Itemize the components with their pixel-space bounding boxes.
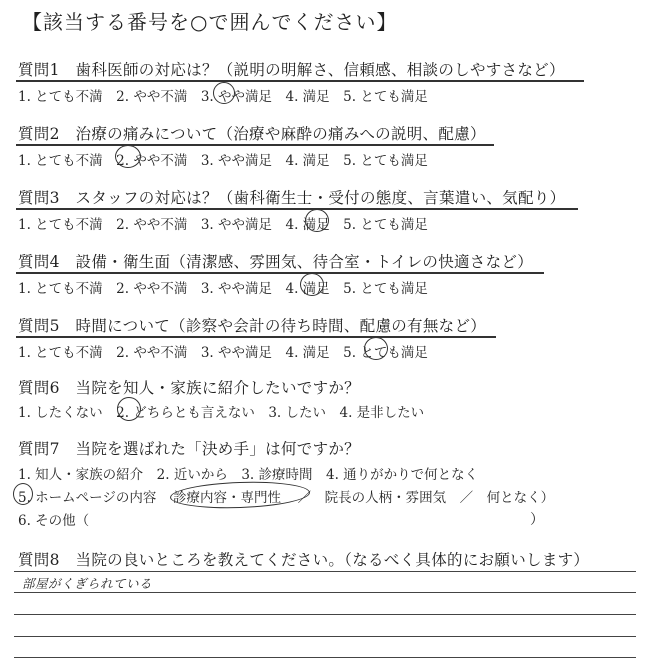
question-7-options-line3: 6. その他（ [18, 513, 90, 529]
question-7-other-close-paren: ） [530, 512, 544, 528]
question-8-handwritten-answer: 部屋がくぎられている [22, 576, 153, 591]
question-4-title: 質問4 設備・衛生面（清潔感、雰囲気、待合室・トイレの快適さなど） [18, 253, 533, 271]
question-5-title: 質問5 時間について（診察や会計の待ち時間、配慮の有無など） [18, 317, 487, 335]
question-7-title: 質問7 当院を選ばれた「決め手」は何ですか？ [18, 440, 360, 458]
question-7-option-5: 5. ホームページの内容 [18, 490, 157, 506]
question-2-options: 1. とても不満 2. やや不満 3. やや満足 4. 満足 5. とても満足 [18, 153, 428, 169]
answer-line-4 [14, 636, 636, 637]
answer-line-5 [14, 657, 636, 658]
question-7-option-5-circled-detail: 診療内容・専門性 [173, 490, 281, 506]
question-6-title: 質問6 当院を知人・家族に紹介したいですか？ [18, 379, 360, 397]
answer-line-1 [14, 571, 636, 572]
question-8-title: 質問8 当院の良いところを教えてください。（なるべく具体的にお願いします） [18, 551, 590, 569]
question-1-options: 1. とても不満 2. やや不満 3. やや満足 4. 満足 5. とても満足 [18, 89, 428, 105]
question-1-underline [16, 80, 584, 82]
question-4-options: 1. とても不満 2. やや不満 3. やや満足 4. 満足 5. とても満足 [18, 281, 428, 297]
question-1-title: 質問1 歯科医師の対応は？（説明の明解さ、信頼感、相談のしやすさなど） [18, 61, 565, 79]
question-6-selected-mark [117, 397, 141, 421]
question-3-underline [16, 208, 578, 210]
question-2-selected-mark [115, 145, 141, 168]
form-header: 【該当する番号を○で囲んでください】 [22, 10, 398, 34]
question-7-option-5-other-details: ／ 院長の人柄・雰囲気 ／ 何となく） [297, 490, 555, 506]
question-7-options-line1: 1. 知人・家族の紹介 2. 近いから 3. 診療時間 4. 通りがかりで何となく [18, 467, 479, 483]
question-3-title: 質問3 スタッフの対応は？（歯科衛生士・受付の態度、言葉遣い、気配り） [18, 189, 566, 207]
answer-line-2 [14, 592, 636, 593]
question-3-selected-mark [305, 209, 329, 232]
question-5-underline [16, 336, 496, 338]
question-3-options: 1. とても不満 2. やや不満 3. やや満足 4. 満足 5. とても満足 [18, 217, 428, 233]
question-4-underline [16, 272, 544, 274]
question-5-options: 1. とても不満 2. やや不満 3. やや満足 4. 満足 5. とても満足 [18, 345, 428, 361]
question-7-selected-mark [13, 483, 33, 505]
question-6-options: 1. したくない 2. どちらとも言えない 3. したい 4. 是非したい [18, 405, 425, 421]
question-4-selected-mark [300, 273, 324, 296]
question-2-title: 質問2 治療の痛みについて（治療や麻酔の痛みへの説明、配慮） [18, 125, 486, 143]
question-2-underline [16, 144, 494, 146]
answer-line-3 [14, 614, 636, 615]
question-1-selected-mark [213, 82, 235, 104]
question-5-selected-mark [364, 337, 388, 360]
